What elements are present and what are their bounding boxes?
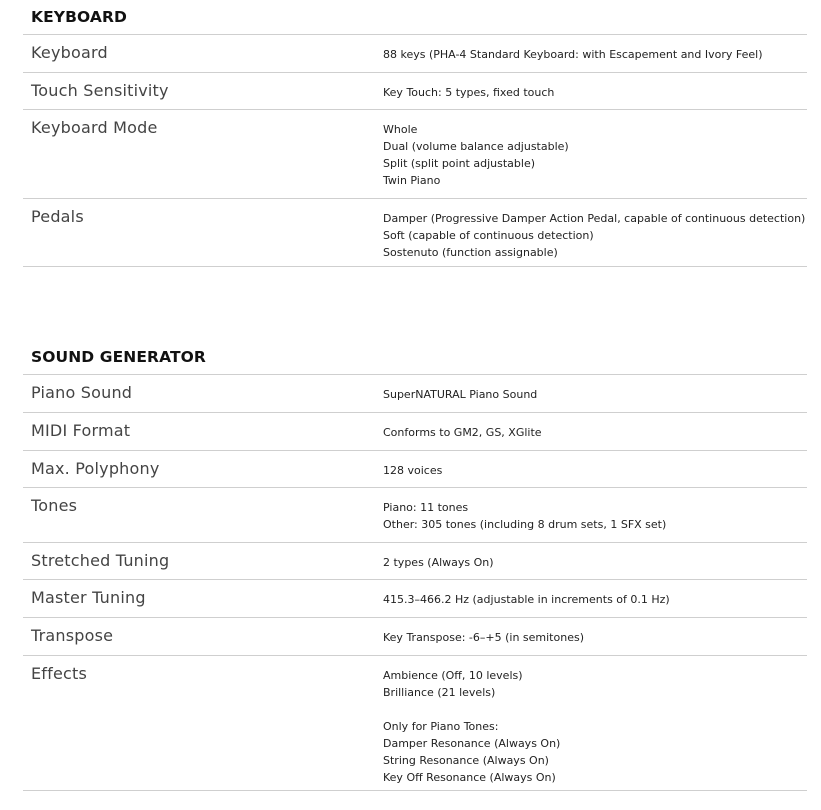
spec-row-master-tuning <box>23 580 807 618</box>
spec-value <box>383 667 560 786</box>
spec-value <box>383 424 542 441</box>
spec-value-line: Key Off Resonance (Always On) <box>383 771 556 784</box>
spec-value-line: Other: 305 tones (including 8 drum sets, 1 SFX set) <box>383 518 667 531</box>
sound-generator-section <box>23 341 807 791</box>
spec-value <box>383 499 666 533</box>
keyboard-section <box>23 1 807 267</box>
spec-label: MIDI Format <box>31 421 131 440</box>
spec-value-line: Brilliance (21 levels) <box>383 686 496 699</box>
section-title-keyboard: KEYBOARD <box>23 1 807 35</box>
spec-value-line: 2 types (Always On) <box>383 556 494 569</box>
spec-value-line: Key Transpose: -6–+5 (in semitones) <box>383 631 584 644</box>
spec-label: Tones <box>31 496 78 515</box>
spec-value <box>383 210 805 261</box>
spec-value-line: Damper (Progressive Damper Action Pedal, capable of continuous detection) <box>383 212 806 225</box>
spec-row-piano-sound <box>23 375 807 413</box>
spec-value-line: String Resonance (Always On) <box>383 754 549 767</box>
spec-value-line: 128 voices <box>383 464 443 477</box>
spec-value-line: Piano: 11 tones <box>383 501 469 514</box>
spec-value <box>383 629 584 646</box>
spec-row-pedals <box>23 199 807 267</box>
spec-value-line: 415.3–466.2 Hz (adjustable in increments of 0.1 Hz) <box>383 593 670 606</box>
spec-row-keyboard-mode <box>23 110 807 199</box>
spec-value-line: Split (split point adjustable) <box>383 157 535 170</box>
spec-value-line: Whole <box>383 123 418 136</box>
spec-value-line <box>383 701 560 718</box>
spec-label: Piano Sound <box>31 383 133 402</box>
spec-label: Master Tuning <box>31 588 146 607</box>
spec-value <box>383 84 554 101</box>
spec-label: Transpose <box>31 626 114 645</box>
spec-value-line: Soft (capable of continuous detection) <box>383 229 594 242</box>
spec-label: Stretched Tuning <box>31 551 170 570</box>
spec-value-line: Twin Piano <box>383 174 441 187</box>
spec-value-line: Dual (volume balance adjustable) <box>383 140 569 153</box>
spec-row-effects <box>23 656 807 791</box>
spec-value <box>383 462 442 479</box>
spec-row-stretched-tuning <box>23 543 807 580</box>
spec-value-line: Only for Piano Tones: <box>383 720 499 733</box>
spec-label: Pedals <box>31 207 84 226</box>
spec-value-line: Sostenuto (function assignable) <box>383 246 558 259</box>
spec-label: Touch Sensitivity <box>31 81 169 100</box>
spec-value <box>383 591 670 608</box>
spec-value <box>383 386 537 403</box>
spec-label: Effects <box>31 664 88 683</box>
spec-value <box>383 46 763 63</box>
spec-value-line: SuperNATURAL Piano Sound <box>383 388 538 401</box>
spec-value <box>383 554 494 571</box>
spec-value-line: Key Touch: 5 types, fixed touch <box>383 86 555 99</box>
spec-value-line: Conforms to GM2, GS, XGlite <box>383 426 542 439</box>
spec-row-keyboard <box>23 35 807 73</box>
spec-value <box>383 121 569 189</box>
spec-value-line: Damper Resonance (Always On) <box>383 737 561 750</box>
spec-row-touch-sensitivity <box>23 73 807 110</box>
spec-label: Max. Polyphony <box>31 459 160 478</box>
spec-row-transpose <box>23 618 807 656</box>
spec-label: Keyboard Mode <box>31 118 158 137</box>
spec-label: Keyboard <box>31 43 108 62</box>
spec-value-line: 88 keys (PHA-4 Standard Keyboard: with Escapement and Ivory Feel) <box>383 48 763 61</box>
section-title-sound-generator: SOUND GENERATOR <box>23 341 807 375</box>
spec-value-line: Ambience (Off, 10 levels) <box>383 669 523 682</box>
spec-row-tones <box>23 488 807 543</box>
spec-row-midi-format <box>23 413 807 451</box>
spec-row-max-polyphony <box>23 451 807 488</box>
